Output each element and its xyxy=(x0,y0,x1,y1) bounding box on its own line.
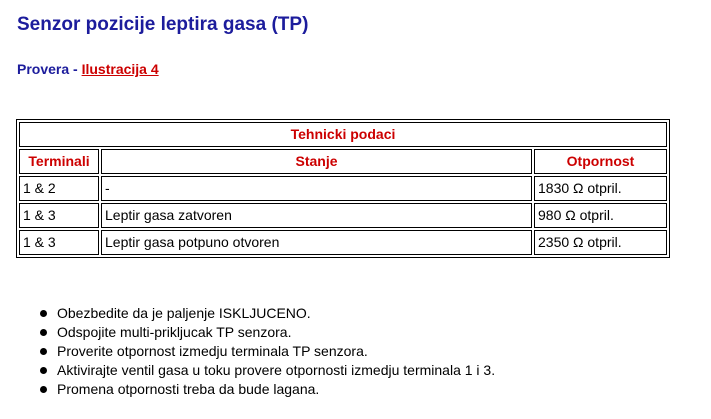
tech-data-table xyxy=(16,119,670,258)
procedure-steps xyxy=(17,304,495,399)
list-item xyxy=(17,361,495,380)
table-row xyxy=(19,230,667,255)
table-header-row xyxy=(19,149,667,174)
cell-terminals: 1 & 3 xyxy=(19,203,99,228)
cell-resistance: 2350 Ω otpril. xyxy=(534,230,667,255)
cell-state: Leptir gasa zatvoren xyxy=(101,203,532,228)
bullet-icon xyxy=(40,329,47,336)
step-text: Promena otpornosti treba da bude lagana. xyxy=(57,381,320,397)
page-title: Senzor pozicije leptira gasa (TP) xyxy=(17,14,309,35)
bullet-icon xyxy=(40,348,47,355)
bullet-icon xyxy=(40,386,47,393)
illustration-link[interactable]: Ilustracija 4 xyxy=(81,61,159,77)
list-item xyxy=(17,380,495,399)
list-item xyxy=(17,304,495,323)
table-row xyxy=(19,176,667,201)
column-header-resistance: Otpornost xyxy=(534,149,667,174)
step-text: Aktivirajte ventil gasa u toku provere otpornosti izmedju terminala 1 i 3. xyxy=(57,362,496,378)
column-header-terminals: Terminali xyxy=(19,149,99,174)
cell-resistance: 980 Ω otpril. xyxy=(534,203,667,228)
step-text: Proverite otpornost izmedju terminala TP senzora. xyxy=(57,343,368,359)
cell-terminals: 1 & 2 xyxy=(19,176,99,201)
check-prefix: Provera - xyxy=(17,61,82,77)
check-line xyxy=(17,61,159,77)
list-item xyxy=(17,342,495,361)
table-caption: Tehnicki podaci xyxy=(19,122,667,147)
column-header-state: Stanje xyxy=(101,149,532,174)
tech-data-table-wrapper xyxy=(16,119,670,258)
step-text: Obezbedite da je paljenje ISKLJUCENO. xyxy=(57,305,311,321)
step-text: Odspojite multi-prikljucak TP senzora. xyxy=(57,324,292,340)
table-caption-row xyxy=(19,122,667,147)
cell-resistance: 1830 Ω otpril. xyxy=(534,176,667,201)
list-item xyxy=(17,323,495,342)
bullet-icon xyxy=(40,367,47,374)
cell-terminals: 1 & 3 xyxy=(19,230,99,255)
bullet-icon xyxy=(40,310,47,317)
table-row xyxy=(19,203,667,228)
cell-state: Leptir gasa potpuno otvoren xyxy=(101,230,532,255)
cell-state: - xyxy=(101,176,532,201)
